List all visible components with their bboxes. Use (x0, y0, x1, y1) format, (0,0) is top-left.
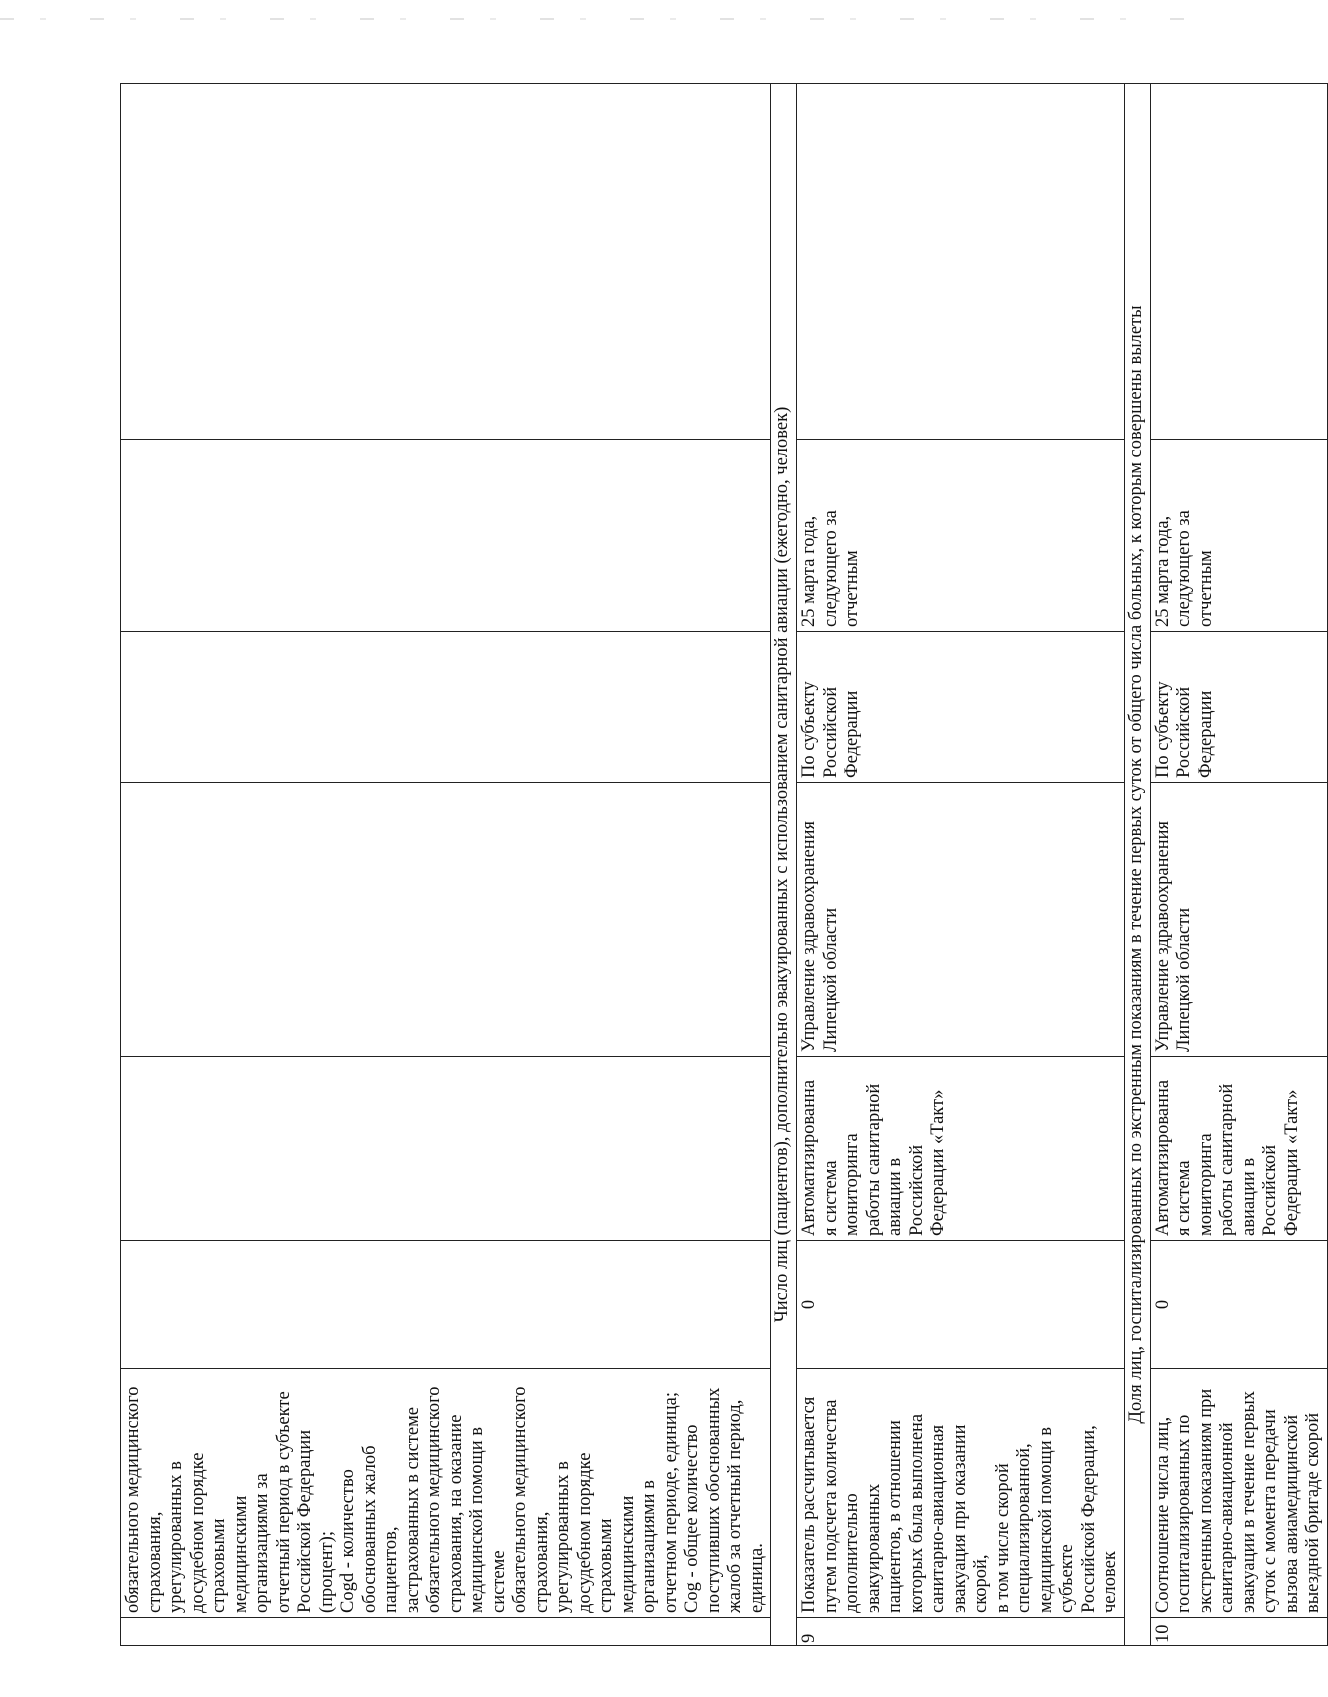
description-cell: обязательного медицинского страхования, урегулированных в досудебном порядке страховыми медицинскими организациями за отчетный период в субъекте Российской Федерации (процент); Cogd - количество обоснованных жалоб пациентов, застрахованных в системе обязательного медицинского страхования, на оказание медицинской помощи в системе обязательного медицинского страхования, урегулированных в досудебном порядке страховыми медицинскими организациями в отчетном периоде, единица; Cog - общее количество поступивших обоснованных жалоб за отчетный период, единица. (121, 1369, 771, 1618)
row-number-cell: 10 (1150, 1618, 1327, 1646)
level-cell: По субъекту Российской Федерации (797, 632, 1125, 783)
section-heading-row (1124, 84, 1150, 1646)
table-row (797, 84, 1125, 1646)
level-cell: По субъекту Российской Федерации (1150, 632, 1327, 783)
deadline-cell: 25 марта года, следующего за отчетным (1150, 440, 1327, 632)
continued-row (121, 84, 771, 1646)
deadline-cell: 25 марта года, следующего за отчетным (797, 440, 1125, 632)
indicators-table (120, 83, 1328, 1646)
description-cell: Показатель рассчитывается путем подсчета количества дополнительно эвакуированных пациентов, в отношении которых была выполнена санитарно-авиационная эвакуация при оказании скорой, в том числе скорой специализированной, медицинской помощи в субъекте Российской Федерации, человек (797, 1369, 1125, 1618)
row-number-cell (121, 1618, 771, 1646)
section-10-heading: Доля лиц, госпитализированных по экстренным показаниям в течение первых суток от общего числа больных, к которым совершены вылеты (1124, 84, 1150, 1646)
empty-cell (121, 84, 771, 440)
empty-cell (1150, 84, 1327, 440)
scan-artifact-line (0, 18, 1200, 20)
base-value-cell: 0 (1150, 1241, 1327, 1369)
base-value-cell: 0 (797, 1241, 1125, 1369)
section-heading-row (771, 84, 797, 1646)
responsible-cell: Управление здравоохранения Липецкой области (797, 783, 1125, 1057)
row-number-cell: 9 (797, 1618, 1125, 1646)
level-cell (121, 632, 771, 783)
responsible-cell: Управление здравоохранения Липецкой области (1150, 783, 1327, 1057)
source-cell: Автоматизированна я система мониторинга работы санитарной авиации в Российской Федерации «Такт» (1150, 1057, 1327, 1241)
base-value-cell (121, 1241, 771, 1369)
source-cell (121, 1057, 771, 1241)
section-9-heading: Число лиц (пациентов), дополнительно эвакуированных с использованием санитарной авиации (ежегодно, человек) (771, 84, 797, 1646)
table-row (1150, 84, 1327, 1646)
responsible-cell (121, 783, 771, 1057)
source-cell: Автоматизированна я система мониторинга работы санитарной авиации в Российской Федерации «Такт» (797, 1057, 1125, 1241)
rotated-page (120, 84, 1323, 1646)
description-cell: Соотношение числа лиц, госпитализированных по экстренным показаниям при санитарно-авиационной эвакуации в течение первых суток с момента передачи вызова авиамедицинской выездной бригаде скорой (1150, 1369, 1327, 1618)
empty-cell (797, 84, 1125, 440)
deadline-cell (121, 440, 771, 632)
